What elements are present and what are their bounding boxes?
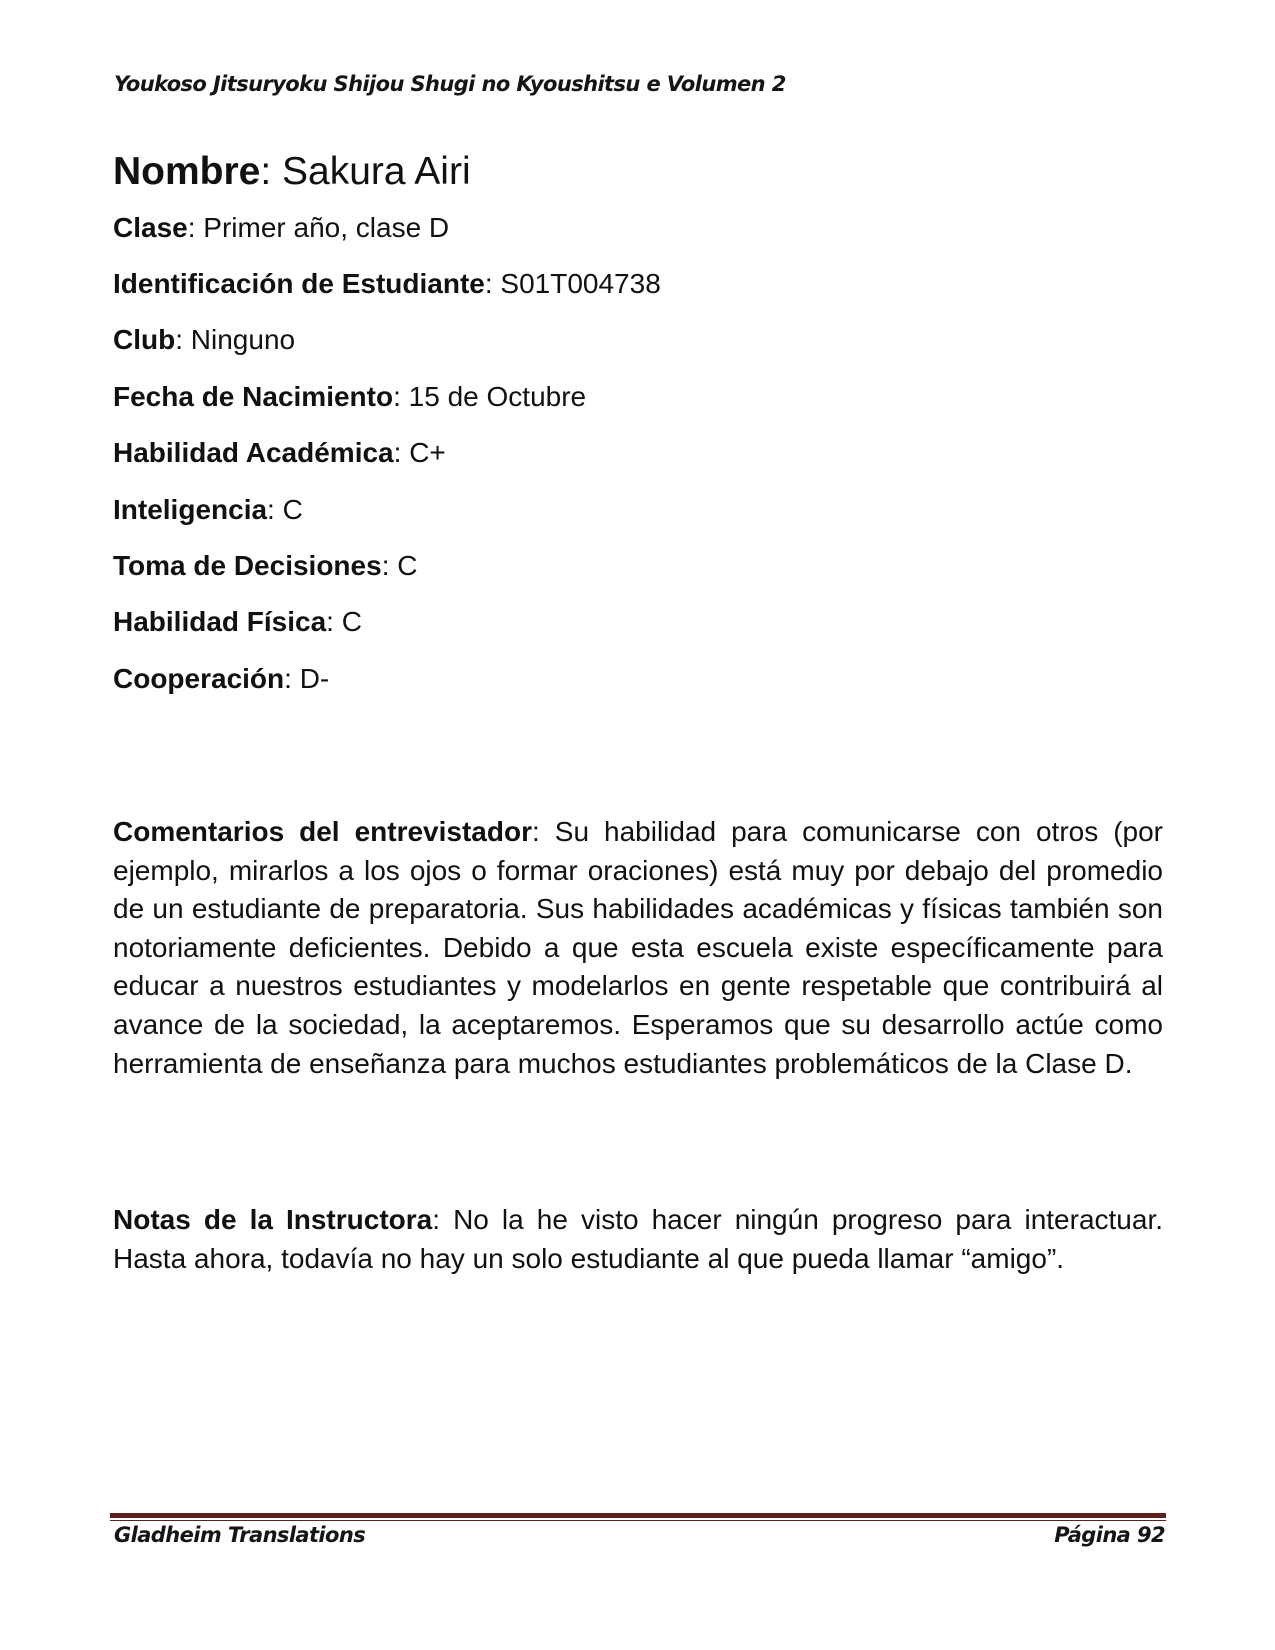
field-value: Ninguno — [190, 324, 296, 355]
footer-divider — [110, 1513, 1166, 1521]
field-value: Primer año, clase D — [203, 212, 450, 243]
field-label: Cooperación — [113, 663, 285, 694]
instructor-label: Notas de la Instructora — [113, 1204, 433, 1235]
field-value: S01T004738 — [500, 268, 661, 299]
instructor-notes: Notas de la Instructora: No la he visto hacer ningún progreso para interactuar. Hasta ahora, todavía no hay un solo estudiante al que pueda llamar “amigo”. — [113, 1204, 1164, 1274]
interviewer-text: Su habilidad para comunicarse con otros (por ejemplo, mirarlos a los ojos o formar oraciones) está muy por debajo del promedio de un estudiante de preparatoria. Sus habilidades académicas y físicas también son notoriamente deficientes. Debido a que esta escuela existe específicamente para educar a nuestros estudiantes y modelarlos en gente respetable que contribuirá al avance de la sociedad, la aceptaremos. Esperamos que su desarrollo actúe como herramienta de enseñanza para muchos estudiantes problemáticos de la Clase D. — [113, 816, 1164, 1079]
interviewer-label: Comentarios del entrevistador — [113, 816, 532, 847]
instructor-text: No la he visto hacer ningún progreso para interactuar. Hasta ahora, todavía no hay un solo estudiante al que pueda llamar “amigo”. — [113, 1204, 1164, 1274]
field-physical-ability: Habilidad Física: C — [113, 606, 362, 637]
field-value: D- — [299, 663, 330, 694]
name-label: Nombre — [113, 150, 261, 193]
interviewer-comments: Comentarios del entrevistador: Su habilidad para comunicarse con otros (por ejemplo, mirarlos a los ojos o formar oraciones) está muy por debajo del promedio de un estudiante de preparatoria. Sus habilidades académicas y físicas también son notoriamente deficientes. Debido a que esta escuela existe específicamente para educar a nuestros estudiantes y modelarlos en gente respetable que contribuirá al avance de la sociedad, la aceptaremos. Esperamos que su desarrollo actúe como herramienta de enseñanza para muchos estudiantes problemáticos de la Clase D. — [113, 816, 1164, 1079]
field-label: Club — [113, 324, 176, 355]
field-value: 15 de Octubre — [408, 381, 587, 412]
page-header-title: Youkoso Jitsuryoku Shijou Shugi no Kyoushitsu e Volumen 2 — [114, 72, 786, 96]
profile-name: Nombre: Sakura Airi — [113, 150, 471, 193]
field-club: Club: Ninguno — [113, 324, 296, 355]
field-clase: Clase: Primer año, clase D — [113, 212, 450, 243]
footer-publisher: Gladheim Translations — [114, 1523, 366, 1547]
name-value: Sakura Airi — [282, 150, 471, 193]
field-label: Toma de Decisiones — [113, 550, 382, 581]
field-label: Habilidad Académica — [113, 437, 394, 468]
field-label: Identificación de Estudiante — [113, 268, 485, 299]
field-label: Inteligencia — [113, 494, 268, 525]
field-label: Fecha de Nacimiento — [113, 381, 394, 412]
field-value: C — [341, 606, 362, 637]
footer-page-number: Página 92 — [1054, 1523, 1165, 1547]
field-decision-making: Toma de Decisiones: C — [113, 550, 418, 581]
field-birthdate: Fecha de Nacimiento: 15 de Octubre — [113, 381, 587, 412]
field-student-id: Identificación de Estudiante: S01T004738 — [113, 268, 661, 299]
field-cooperation: Cooperación: D- — [113, 663, 330, 694]
field-value: C — [397, 550, 418, 581]
field-label: Habilidad Física — [113, 606, 327, 637]
field-academic-ability: Habilidad Académica: C+ — [113, 437, 446, 468]
field-intelligence: Inteligencia: C — [113, 494, 303, 525]
field-label: Clase — [113, 212, 188, 243]
field-value: C+ — [409, 437, 446, 468]
field-value: C — [282, 494, 303, 525]
